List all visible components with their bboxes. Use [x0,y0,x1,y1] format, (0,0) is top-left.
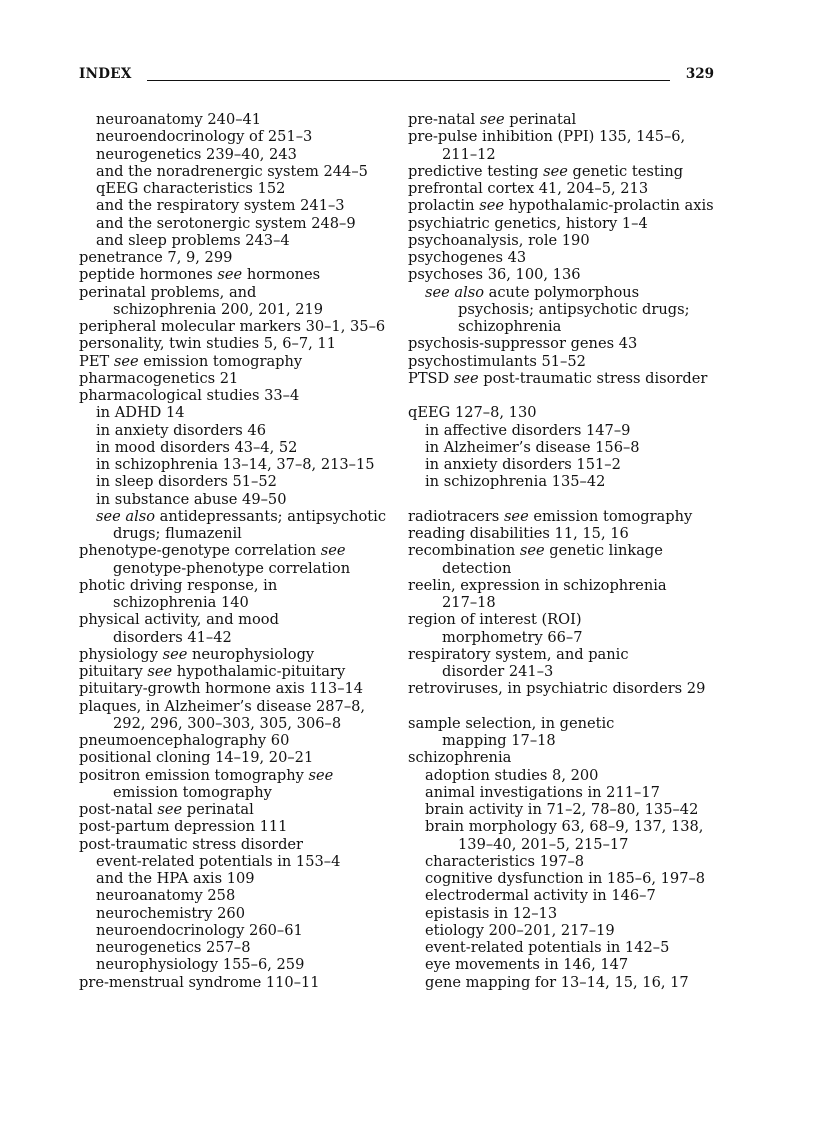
index-entry [79,663,389,680]
index-entry-continuation [408,629,718,646]
index-subentry [79,439,389,456]
index-entry [79,974,389,991]
index-entry [79,749,389,766]
index-subentry [408,284,718,301]
cross-reference-keyword: see [479,197,504,215]
entry-text: in substance abuse 49–50 [96,490,287,508]
index-column-right [408,111,718,991]
index-subentry [79,853,389,870]
cross-reference-keyword: see [308,766,334,784]
entry-text: neurophysiology 155–6, 259 [96,956,305,974]
entry-text: psychoses 36, 100, 136 [408,266,581,284]
index-entry [408,611,718,628]
entry-text: and the serotonergic system 248–9 [96,214,356,232]
cross-reference-keyword: see [320,542,346,560]
entry-text: phenotype-genotype correlation [79,542,321,560]
entry-text: perinatal [182,801,254,818]
index-entry [79,387,389,404]
index-entry-continuation [79,525,389,542]
index-entry [79,318,389,335]
index-subentry [408,818,718,835]
index-subentry [408,974,718,991]
index-subentry [408,922,718,939]
cross-reference-keyword: see also [425,283,485,301]
index-entry [79,249,389,266]
entry-text: in schizophrenia 13–14, 37–8, 213–15 [96,456,375,473]
entry-text: antidepressants; antipsychotic [155,507,387,525]
index-subentry [79,111,389,128]
index-entry [408,163,718,180]
index-entry-continuation [79,301,389,318]
index-entry [79,370,389,387]
index-subentry [79,956,389,973]
index-subentry [79,215,389,232]
index-entry [408,508,718,525]
entry-text: eye movements in 146, 147 [425,956,629,974]
entry-text: neuroanatomy 240–41 [96,111,262,128]
entry-text: in affective disorders 147–9 [425,421,631,439]
running-header [79,66,714,86]
index-subentry [79,232,389,249]
entry-text: penetrance 7, 9, 299 [79,249,233,266]
entry-text: genotype-phenotype correlation [113,559,351,577]
index-entry [79,680,389,697]
index-entry [79,698,389,715]
index-entry [408,128,718,145]
index-entry [408,335,718,352]
entry-text: pre-menstrual syndrome 110–11 [79,973,320,991]
index-entry-continuation [408,594,718,611]
entry-text: schizophrenia [408,749,512,767]
index-subentry [408,905,718,922]
entry-text: psychiatric genetics, history 1–4 [408,214,648,232]
index-subentry [408,767,718,784]
entry-text: predictive testing [408,162,544,180]
index-subentry [408,887,718,904]
entry-text: characteristics 197–8 [425,852,585,870]
entry-text: sample selection, in genetic [408,714,615,732]
index-entry [79,335,389,352]
entry-text: electrodermal activity in 146–7 [425,887,656,905]
index-entry [79,836,389,853]
entry-text: disorders 41–42 [113,628,232,646]
cross-reference-keyword: see [519,542,545,560]
index-subentry [79,456,389,473]
index-entry [408,232,718,249]
index-entry [408,577,718,594]
entry-text: 211–12 [442,145,496,163]
header-rule [147,80,670,81]
index-entry-continuation [408,318,718,335]
section-gap [408,387,718,404]
entry-text: genetic linkage [544,542,663,560]
entry-text: event-related potentials in 153–4 [96,852,341,870]
index-entry [408,353,718,370]
entry-text: acute polymorphous [484,283,640,301]
index-subentry [79,404,389,421]
entry-text: cognitive dysfunction in 185–6, 197–8 [425,870,706,887]
entry-text: personality, twin studies 5, 6–7, 11 [79,335,336,353]
index-subentry [79,491,389,508]
index-entry [408,249,718,266]
entry-text: radiotracers [408,507,504,525]
running-title: INDEX [79,66,132,82]
index-entry [408,404,718,421]
index-subentry [79,197,389,214]
entry-text: pharmacogenetics 21 [79,369,239,387]
entry-text: in sleep disorders 51–52 [96,473,277,491]
entry-text: and sleep problems 243–4 [96,231,290,249]
entry-text: event-related potentials in 142–5 [425,939,670,956]
cross-reference-keyword: see [217,266,243,284]
index-subentry [408,473,718,490]
index-entry [79,353,389,370]
entry-text: qEEG 127–8, 130 [408,404,537,422]
entry-text: pituitary-growth hormone axis 113–14 [79,680,364,698]
entry-text: qEEG characteristics 152 [96,180,286,197]
entry-text: emission tomography [138,352,303,370]
index-entry-continuation [408,301,718,318]
entry-text: 292, 296, 300–303, 305, 306–8 [113,714,342,732]
entry-text: detection [442,559,512,577]
page-number: 329 [685,66,714,82]
entry-text: animal investigations in 211–17 [425,783,660,801]
entry-text: perinatal problems, and [79,283,257,301]
index-entry [79,284,389,301]
index-subentry [408,784,718,801]
entry-text: brain morphology 63, 68–9, 137, 138, [425,818,704,836]
entry-text: plaques, in Alzheimer’s disease 287–8, [79,697,366,715]
entry-text: prolactin [408,197,480,215]
index-subentry [79,163,389,180]
index-entry-continuation [79,715,389,732]
index-entry-continuation [79,594,389,611]
entry-text: pre-natal [408,111,480,128]
entry-text: pharmacological studies 33–4 [79,387,300,404]
entry-text: peptide hormones [79,266,218,284]
index-entry [408,542,718,559]
index-subentry [79,887,389,904]
cross-reference-keyword: see [162,645,188,663]
entry-text: gene mapping for 13–14, 15, 16, 17 [425,973,689,991]
index-entry [79,266,389,283]
cross-reference-keyword: see [479,111,505,128]
entry-text: schizophrenia 200, 201, 219 [113,300,324,318]
entry-text: respiratory system, and panic [408,645,629,663]
entry-text: in mood disorders 43–4, 52 [96,438,298,456]
entry-text: reading disabilities 11, 15, 16 [408,525,629,542]
entry-text: in Alzheimer’s disease 156–8 [425,438,640,456]
entry-text: emission tomography [528,507,693,525]
index-subentry [408,853,718,870]
index-subentry [79,128,389,145]
index-subentry [79,922,389,939]
entry-text: neurophysiology [187,645,315,663]
entry-text: positron emission tomography [79,766,309,784]
entry-text: PTSD [408,369,454,387]
entry-text: post-natal [79,801,158,818]
index-entry [79,646,389,663]
index-subentry [79,508,389,525]
entry-text: morphometry 66–7 [442,628,583,646]
entry-text: 139–40, 201–5, 215–17 [458,835,629,853]
index-subentry [79,939,389,956]
cross-reference-keyword: see [543,162,568,180]
index-subentry [408,422,718,439]
entry-text: etiology 200–201, 217–19 [425,921,615,939]
index-entry-continuation [408,732,718,749]
index-entry [79,611,389,628]
index-entry [408,180,718,197]
cross-reference-keyword: see [453,369,479,387]
entry-text: post-traumatic stress disorder [478,369,708,387]
entry-text: genetic testing [567,162,684,180]
entry-text: PET [79,352,114,370]
entry-text: 217–18 [442,594,496,611]
index-entry-continuation [79,560,389,577]
entry-text: neuroanatomy 258 [96,887,236,905]
entry-text: in anxiety disorders 46 [96,421,267,439]
entry-text: psychogenes 43 [408,249,527,266]
entry-text: neurogenetics 257–8 [96,939,251,956]
index-subentry [408,870,718,887]
entry-text: recombination [408,542,520,560]
section-gap [408,698,718,715]
index-entry-continuation [79,784,389,801]
index-column-left [79,111,389,991]
index-entry [79,542,389,559]
entry-text: post-partum depression 111 [79,818,288,836]
entry-text: schizophrenia [458,318,562,335]
cross-reference-keyword: see [147,663,173,680]
entry-text: pneumoencephalography 60 [79,732,290,749]
index-entry [408,370,718,387]
entry-text: schizophrenia 140 [113,594,249,611]
index-entry-continuation [408,663,718,680]
index-subentry [79,473,389,490]
cross-reference-keyword: see [113,352,139,370]
index-entry-continuation [408,836,718,853]
index-entry [79,818,389,835]
index-entry [408,266,718,283]
entry-text: emission tomography [113,783,272,801]
index-entry [79,801,389,818]
index-entry [408,646,718,663]
index-subentry [408,439,718,456]
index-subentry [79,146,389,163]
entry-text: physical activity, and mood [79,611,279,629]
entry-text: perinatal [504,111,577,128]
section-gap [408,491,718,508]
entry-text: peripheral molecular markers 30–1, 35–6 [79,318,386,335]
entry-text: adoption studies 8, 200 [425,766,599,784]
entry-text: prefrontal cortex 41, 204–5, 213 [408,180,649,197]
index-entry [408,680,718,697]
entry-text: disorder 241–3 [442,663,554,680]
entry-text: and the respiratory system 241–3 [96,197,345,215]
index-subentry [408,956,718,973]
index-subentry [79,870,389,887]
index-entry [79,767,389,784]
index-entry [408,525,718,542]
entry-text: hormones [242,266,321,284]
entry-text: in ADHD 14 [96,404,185,422]
entry-text: in anxiety disorders 151–2 [425,456,621,473]
cross-reference-keyword: see [503,507,529,525]
index-subentry [79,180,389,197]
entry-text: pituitary [79,663,148,680]
index-entry [408,715,718,732]
index-entry [408,749,718,766]
entry-text: retroviruses, in psychiatric disorders 29 [408,680,706,698]
entry-text: neurochemistry 260 [96,904,245,922]
entry-text: hypothalamic-pituitary [172,663,346,680]
entry-text: brain activity in 71–2, 78–80, 135–42 [425,801,699,818]
index-subentry [408,456,718,473]
entry-text: epistasis in 12–13 [425,904,558,922]
cross-reference-keyword: see also [96,507,156,525]
entry-text: mapping 17–18 [442,732,556,749]
index-entry-continuation [408,146,718,163]
index-entry-continuation [79,629,389,646]
entry-text: hypothalamic-prolactin axis [503,197,714,215]
index-entry [408,197,718,214]
cross-reference-keyword: see [157,801,183,818]
entry-text: in schizophrenia 135–42 [425,473,606,491]
entry-text: pre-pulse inhibition (PPI) 135, 145–6, [408,128,686,146]
index-subentry [408,939,718,956]
index-subentry [79,422,389,439]
entry-text: physiology [79,645,163,663]
entry-text: and the HPA axis 109 [96,870,255,887]
entry-text: and the noradrenergic system 244–5 [96,162,368,180]
entry-text: region of interest (ROI) [408,611,582,629]
index-entry [408,111,718,128]
entry-text: psychosis-suppressor genes 43 [408,335,638,353]
entry-text: psychosis; antipsychotic drugs; [458,300,690,318]
entry-text: drugs; flumazenil [113,525,242,542]
entry-text: neuroendocrinology of 251–3 [96,128,313,146]
index-subentry [79,905,389,922]
index-entry [408,215,718,232]
entry-text: psychostimulants 51–52 [408,352,586,370]
index-subentry [408,801,718,818]
entry-text: psychoanalysis, role 190 [408,231,590,249]
entry-text: photic driving response, in [79,576,278,594]
index-entry-continuation [408,560,718,577]
entry-text: positional cloning 14–19, 20–21 [79,749,314,767]
entry-text: neurogenetics 239–40, 243 [96,145,297,163]
entry-text: post-traumatic stress disorder [79,835,304,853]
entry-text: neuroendocrinology 260–61 [96,921,303,939]
index-entry [79,577,389,594]
index-entry [79,732,389,749]
entry-text: reelin, expression in schizophrenia [408,576,667,594]
